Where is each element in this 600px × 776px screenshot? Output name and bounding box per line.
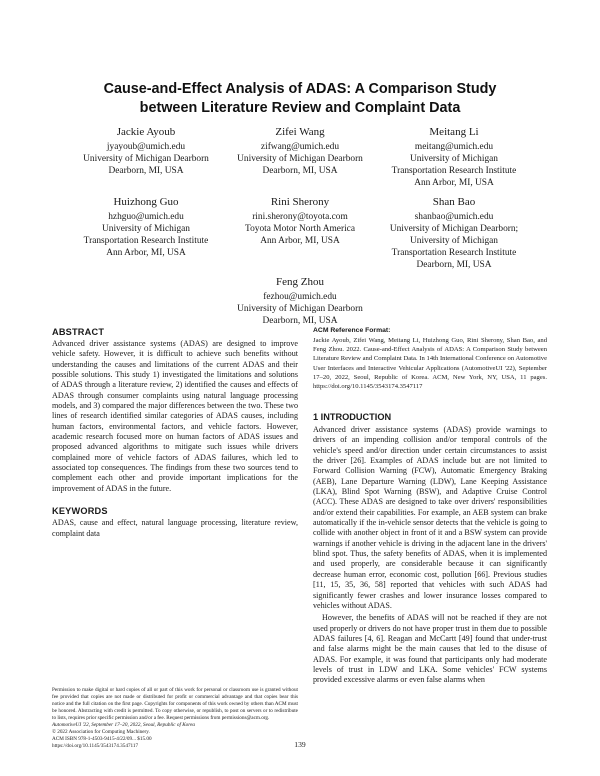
abstract-text: Advanced driver assistance systems (ADAS) are designed to improve vehicle safety. However, it is difficult to achieve such benefits without understanding the causes and limitations of the current ADAS and their possible solutions. This study 1) investigated the limitations and solutions of ADAS through a literature review, 2) identified the causes and effects of ADAS through consumer complaints using natural language processing models, and 3) compared the major differences between the two. These two lines of research identified similar categories of ADAS causes, including human factors, environmental factors, and vehicle factors. However, academic research focused more on human factors of ADAS issues and proposed advanced algorithms to mitigate such issues while drivers complained more of vehicle factors of ADAS failures, which led to associated top consequences. The findings from these two sources tend to complement each other and provide important implications for the improvement of ADAS in the future.: [52, 339, 298, 493]
title-line-2: between Literature Review and Complaint Data: [139, 100, 461, 116]
author-affiliation: University of Michigan: [101, 223, 190, 234]
title-line-1: Cause-and-Effect Analysis of ADAS: A Comparison Study: [103, 81, 497, 97]
author-email: hzhguo@umich.edu: [108, 211, 184, 222]
author-name: Meitang Li: [429, 126, 479, 138]
introduction-paragraph: Advanced driver assistance systems (ADAS) provide warnings to drivers of an impending collision and/or temporal controls of the vehicle's speed and/or direction under certain circumstances to assist the driver [26]. Examples of ADAS include but are not limited to Forward Collision Warning (FCW), Automatic Emergency Braking (AEB), Lane Departure Warning (LDW), Lane Keeping Assistance (LKA), Blind Spot Warning (BSW), and Adaptive Cruise Control (ACC). These ADAS are designed to take over drivers' responsibilities and/or extend their capabilities. For example, an AEB system can brake automatically if the in-vehicle sensor detects that the vehicle is going to collide with another object in front of it and a BSW system can provide warnings if another vehicle is driving in the adjacent lane in the drivers' blind spot. Thus, the safety benefits of ADAS, when it is implemented and used properly, are considerable because it can significantly decrease human error, economic cost, pollution [66]. Previous studies [11, 15, 35, 36, 58] reported that vehicles with such ADAS had significantly fewer crashes and lower insurance losses compared to vehicles without ADAS.: [313, 425, 547, 610]
author-block: [210, 196, 390, 247]
acm-reference-heading: ACM Reference Format:: [313, 327, 391, 334]
acm-reference: [313, 327, 547, 391]
author-location: Ann Arbor, MI, USA: [106, 247, 186, 258]
acm-reference-text: Jackie Ayoub, Zifei Wang, Meitang Li, Huizhong Guo, Rini Sherony, Shan Bao, and Feng Zhou. 2022. Cause-and-Effect Analysis of ADAS: A Comparison Study between Literature Review and Complaint Data. In 14th International Conference on Automotive User Interfaces and Interactive Vehicular Applications (AutomotiveUI '22), September 17–20, 2022, Seoul, Republic of Korea. ACM, New York, NY, USA, 11 pages. https://doi.org/10.1145/3543174.3547117: [313, 337, 547, 391]
author-block: [364, 196, 544, 271]
author-email: meitang@umich.edu: [414, 141, 494, 152]
permission-notice: Permission to make digital or hard copies of all or part of this work for personal or classroom use is granted without fee provided that copies are not made or distributed for profit or commercial advantage and that copies bear this notice and the full citation on the first page. Copyrights for components of this work owned by others than ACM must be honored. Abstracting with credit is permitted. To copy otherwise, or republish, to post on servers or to redistribute to lists, requires prior specific permission and/or a fee. Request permissions from permissions@acm.org.: [52, 687, 298, 721]
introduction-body: [313, 425, 547, 686]
author-affiliation: University of Michigan: [409, 153, 498, 164]
copyright-line: © 2022 Association for Computing Machinery.: [52, 729, 150, 735]
author-email: fezhou@umich.edu: [263, 291, 337, 302]
author-location: Dearborn, MI, USA: [416, 259, 492, 270]
author-email: shanbao@umich.edu: [414, 211, 494, 222]
introduction-heading: 1 INTRODUCTION: [313, 412, 392, 422]
abstract-heading: ABSTRACT: [52, 327, 105, 337]
keywords-heading: KEYWORDS: [52, 506, 108, 517]
author-affiliation: Transportation Research Institute: [391, 165, 517, 176]
keywords-text: ADAS, cause and effect, natural language processing, literature review, complaint data: [52, 518, 298, 538]
paper-title: [40, 80, 560, 118]
page-number: 139: [294, 740, 306, 749]
author-affiliation: University of Michigan Dearborn: [83, 153, 209, 164]
author-name: Rini Sherony: [270, 196, 330, 208]
author-affiliation: Transportation Research Institute: [83, 235, 209, 246]
author-location: Dearborn, MI, USA: [108, 165, 184, 176]
author-location: Dearborn, MI, USA: [262, 315, 338, 326]
author-location: Ann Arbor, MI, USA: [260, 235, 340, 246]
author-email: zifwang@umich.edu: [260, 141, 340, 152]
isbn-line: ACM ISBN 978-1-4503-9415-4/22/09... $15.00: [52, 736, 152, 742]
author-location: Dearborn, MI, USA: [262, 165, 338, 176]
author-name: Huizhong Guo: [113, 196, 179, 208]
author-email: jyayoub@umich.edu: [106, 141, 186, 152]
venue-line: AutomotiveUI '22, September 17–20, 2022, Seoul, Republic of Korea: [52, 722, 195, 728]
author-affiliation: University of Michigan Dearborn: [237, 303, 363, 314]
author-block: [364, 126, 544, 189]
author-affiliation: University of Michigan: [409, 235, 498, 246]
author-block: [210, 276, 390, 327]
author-affiliation: University of Michigan Dearborn;: [389, 223, 519, 234]
author-email: rini.sherony@toyota.com: [252, 211, 348, 222]
author-name: Feng Zhou: [276, 276, 324, 288]
author-block: [210, 126, 390, 177]
doi-link[interactable]: https://doi.org/10.1145/3543174.3547117: [52, 743, 139, 749]
author-affiliation: University of Michigan Dearborn: [237, 153, 363, 164]
author-affiliation: Transportation Research Institute: [391, 247, 517, 258]
author-name: Jackie Ayoub: [116, 126, 176, 138]
author-block: [56, 196, 236, 259]
author-name: Shan Bao: [432, 196, 476, 208]
author-name: Zifei Wang: [275, 126, 325, 138]
author-location: Ann Arbor, MI, USA: [414, 177, 494, 188]
left-column: [52, 327, 298, 539]
author-affiliation: Toyota Motor North America: [245, 223, 355, 234]
author-block: [56, 126, 236, 177]
introduction-paragraph: However, the benefits of ADAS will not be reached if they are not used properly or drivers do not have proper trust in them due to possible ADAS failures [4, 6]. Reagan and McCartt [49] found that under-trust and false alarms might be the main causes that led to the disuse of ADAS. For example, it was found that participants only had moderate levels of trust in LDW and LKA. Some vehicles' FCW systems provided excessive alarms or even false alarms when: [313, 613, 547, 685]
